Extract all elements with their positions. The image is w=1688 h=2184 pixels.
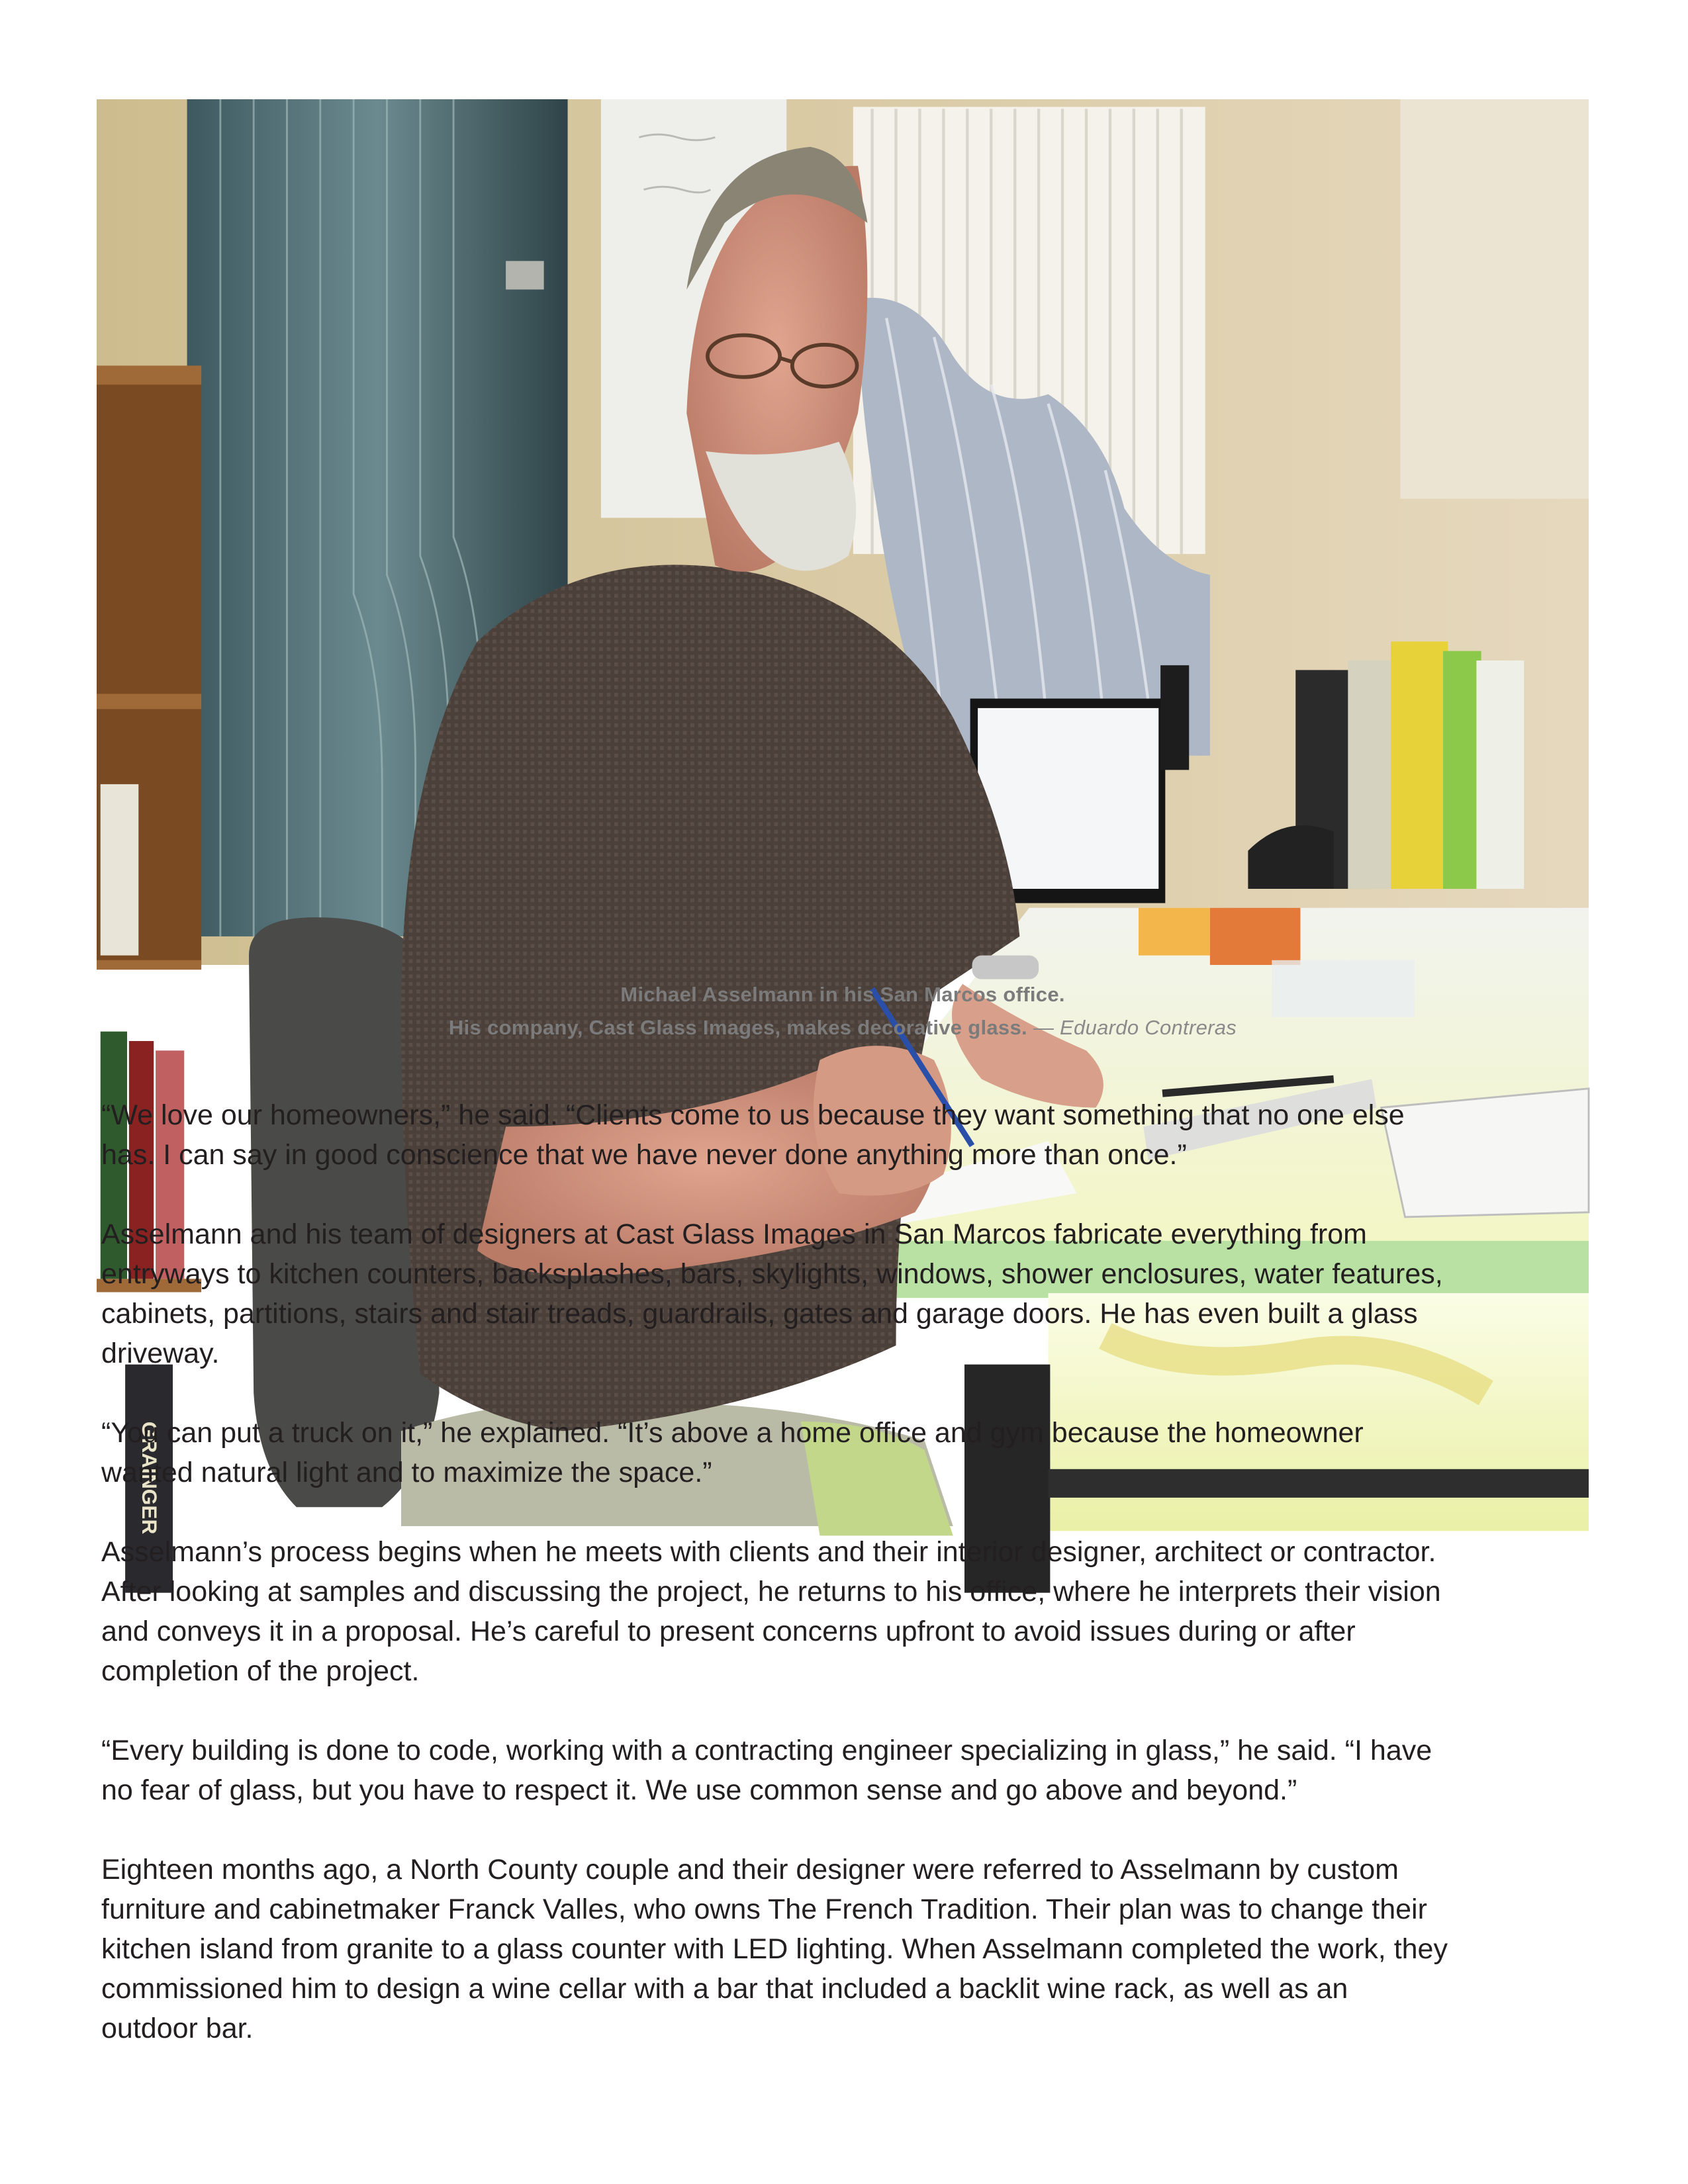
article-paragraph — [101, 1731, 1591, 1810]
paragraph-line: kitchen island from granite to a glass counter with LED lighting. When Asselmann completed the work, they — [101, 1933, 1448, 1965]
paragraph-line: completion of the project. — [101, 1655, 420, 1687]
right-blinds — [1400, 99, 1589, 499]
photo-credit: — Eduardo Contreras — [1033, 1016, 1237, 1039]
article-paragraph — [101, 1214, 1591, 1373]
article-paragraph — [101, 1850, 1591, 2048]
paragraph-line: has. I can say in good conscience that we have never done anything more than once.” — [101, 1139, 1187, 1171]
article-paragraph — [101, 1532, 1591, 1691]
paragraph-line: Asselmann and his team of designers at Cast Glass Images in San Marcos fabricate everything from — [101, 1218, 1367, 1250]
article-paragraph — [101, 1413, 1591, 1492]
paragraph-line: outdoor bar. — [101, 2013, 254, 2044]
paragraph-line: “We love our homeowners,” he said. “Clients come to us because they want something that no one else — [101, 1099, 1405, 1131]
article-paragraph — [101, 1095, 1591, 1175]
caption-line-2 — [97, 1011, 1589, 1044]
paragraph-line: and conveys it in a proposal. He’s careful to present concerns upfront to avoid issues during or after — [101, 1615, 1356, 1647]
paragraph-line: Eighteen months ago, a North County couple and their designer were referred to Asselmann by custom — [101, 1854, 1399, 1886]
paragraph-line: no fear of glass, but you have to respect it. We use common sense and go above and beyond.” — [101, 1774, 1297, 1806]
caption-line-2-text: His company, Cast Glass Images, makes decorative glass. — [448, 1016, 1027, 1039]
paragraph-line: After looking at samples and discussing the project, he returns to his office, where he interprets their vision — [101, 1576, 1441, 1608]
caption-line-1: Michael Asselmann in his San Marcos office. — [620, 983, 1065, 1006]
paragraph-line: entryways to kitchen counters, backsplashes, bars, skylights, windows, shower enclosures, water features, — [101, 1258, 1443, 1290]
paragraph-line: driveway. — [101, 1338, 220, 1369]
book-spine-text: GRAINGER — [137, 1421, 162, 1535]
article-body — [101, 1095, 1591, 2088]
photo-caption — [97, 978, 1589, 1044]
paragraph-line: “Every building is done to code, working with a contracting engineer specializing in glass,” he said. “I have — [101, 1735, 1432, 1766]
paragraph-line: wanted natural light and to maximize the space.” — [101, 1457, 712, 1488]
paragraph-line: “You can put a truck on it,” he explained. “It’s above a home office and gym because the homeowner — [101, 1417, 1364, 1449]
paragraph-line: Asselmann’s process begins when he meets with clients and their interior designer, architect or contractor. — [101, 1536, 1436, 1568]
paragraph-line: furniture and cabinetmaker Franck Valles, who owns The French Tradition. Their plan was to change their — [101, 1893, 1427, 1925]
paragraph-line: cabinets, partitions, stairs and stair treads, guardrails, gates and garage doors. He has even built a glass — [101, 1298, 1418, 1330]
paragraph-line: commissioned him to design a wine cellar with a bar that included a backlit wine rack, as well as an — [101, 1973, 1348, 2005]
